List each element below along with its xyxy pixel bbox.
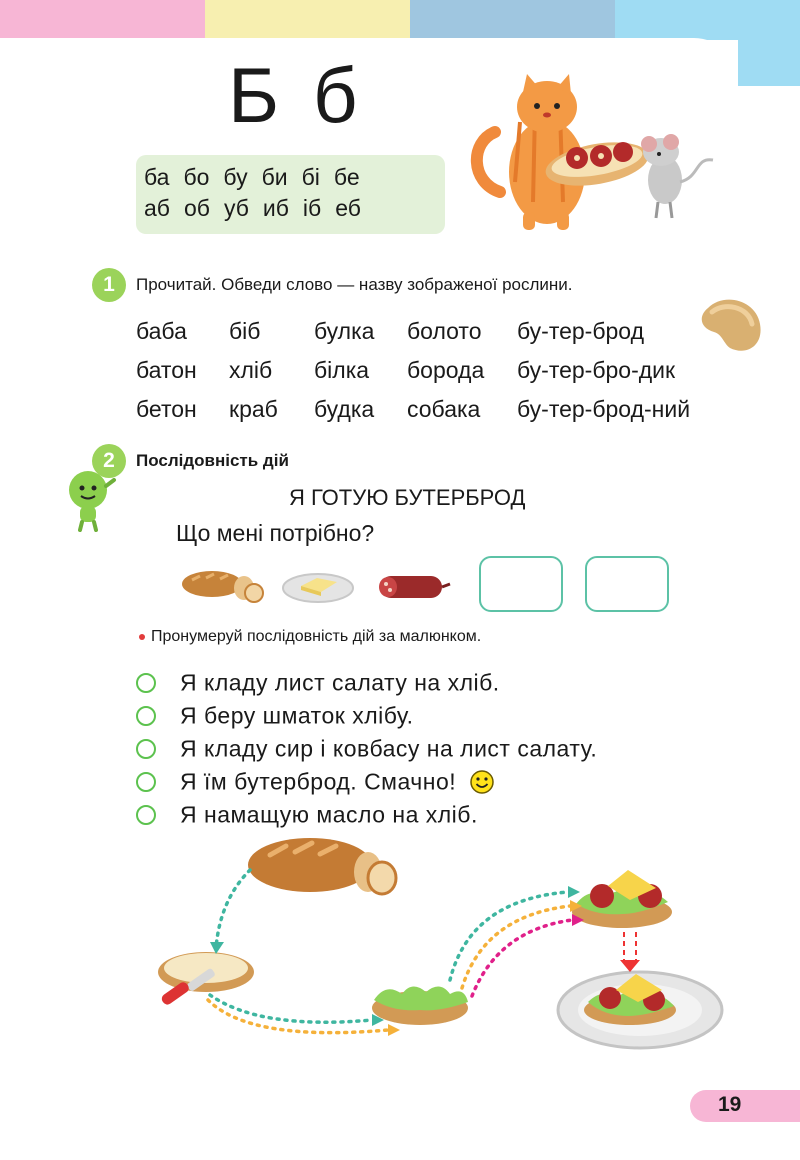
bullet-text: Пронумеруй послідовність дій за малюнком. bbox=[151, 628, 482, 645]
step-text: Я беру шматок хлібу. bbox=[180, 702, 414, 729]
step-text: Я кладу лист салату на хліб. bbox=[180, 669, 500, 696]
butter-plate-icon bbox=[281, 568, 355, 604]
page-tab bbox=[738, 40, 800, 86]
task-number-2: 2 bbox=[92, 444, 126, 478]
task2-question: Що мені потрібно? bbox=[176, 520, 375, 546]
syllable-row-2 bbox=[144, 195, 375, 222]
step-number-circle[interactable] bbox=[136, 706, 156, 726]
word: біб bbox=[229, 318, 261, 344]
syllable: уб bbox=[223, 195, 249, 221]
syllable: бо bbox=[183, 164, 210, 190]
page-number: 19 bbox=[718, 1093, 742, 1116]
answer-box-2[interactable] bbox=[585, 556, 669, 612]
sandwich-process-illustration bbox=[150, 830, 730, 1060]
syllable: бе bbox=[333, 164, 360, 190]
word: краб bbox=[229, 396, 278, 422]
step-text: Я їм бутерброд. Смачно! bbox=[180, 768, 457, 795]
task2-bullet bbox=[139, 628, 481, 646]
syllable: аб bbox=[144, 195, 170, 221]
task2-title: Послідовність дій bbox=[136, 451, 289, 470]
bullet-dot bbox=[139, 634, 145, 640]
step-item bbox=[136, 767, 495, 797]
lettuce-slice-icon bbox=[372, 986, 468, 1025]
word: бу-тер-брод-ний bbox=[517, 396, 691, 422]
word: баба bbox=[136, 318, 187, 344]
buttered-slice-icon bbox=[158, 952, 254, 1007]
syllable: ба bbox=[144, 164, 170, 190]
syllable: іб bbox=[302, 195, 322, 221]
cat-with-sandwich-icon bbox=[465, 72, 725, 232]
full-sandwich-icon bbox=[572, 870, 672, 928]
syllable: об bbox=[183, 195, 210, 221]
word: булка bbox=[314, 318, 375, 344]
top-bar-pink bbox=[0, 0, 205, 40]
task2-heading: Я ГОТУЮ БУТЕРБРОД bbox=[289, 485, 526, 510]
pea-character-icon bbox=[64, 468, 116, 532]
step-number-circle[interactable] bbox=[136, 772, 156, 792]
step-text: Я намащую масло на хліб. bbox=[180, 801, 478, 828]
word: бетон bbox=[136, 396, 197, 422]
smiley-icon bbox=[469, 769, 495, 795]
step-item bbox=[136, 800, 478, 830]
syllable: бі bbox=[301, 164, 320, 190]
top-bar-yellow bbox=[205, 0, 410, 40]
task-number-1: 1 bbox=[92, 268, 126, 302]
word: собака bbox=[407, 396, 481, 422]
word: білка bbox=[314, 357, 370, 383]
word: бу-тер-бро-дик bbox=[517, 357, 676, 383]
step-number-circle[interactable] bbox=[136, 739, 156, 759]
step-number-circle[interactable] bbox=[136, 673, 156, 693]
sausage-icon bbox=[376, 572, 452, 602]
syllable: еб bbox=[335, 195, 361, 221]
step-item bbox=[136, 734, 597, 764]
top-bar-blue bbox=[410, 0, 615, 40]
bean-icon bbox=[694, 290, 766, 362]
bread-icon bbox=[180, 566, 266, 604]
step-text: Я кладу сир і ковбасу на лист салату. bbox=[180, 735, 598, 762]
syllable-row-1 bbox=[144, 164, 374, 191]
word: болото bbox=[407, 318, 482, 344]
word: борода bbox=[407, 357, 485, 383]
plate-sandwich-icon bbox=[558, 972, 722, 1048]
top-bar-cyan bbox=[615, 0, 800, 40]
syllable: би bbox=[261, 164, 288, 190]
page-number-badge bbox=[690, 1090, 800, 1122]
step-number-circle[interactable] bbox=[136, 805, 156, 825]
letter-title: Б б bbox=[228, 51, 364, 139]
syllable-box bbox=[136, 155, 445, 234]
step-item bbox=[136, 668, 500, 698]
word: будка bbox=[314, 396, 375, 422]
syllable: бу bbox=[223, 164, 248, 190]
syllable: иб bbox=[262, 195, 289, 221]
answer-box-1[interactable] bbox=[479, 556, 563, 612]
word: батон bbox=[136, 357, 197, 383]
word: хліб bbox=[229, 357, 273, 383]
bread-loaf-icon bbox=[248, 838, 396, 894]
step-item bbox=[136, 701, 414, 731]
word: бу-тер-брод bbox=[517, 318, 645, 344]
task1-instruction: Прочитай. Обведи слово — назву зображеної рослини. bbox=[136, 275, 573, 294]
